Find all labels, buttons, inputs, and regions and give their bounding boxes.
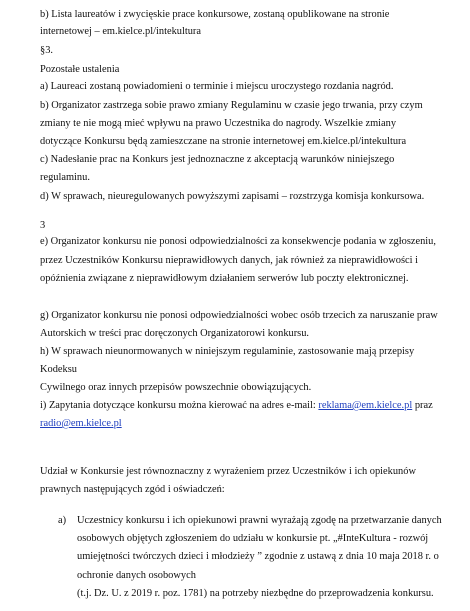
clause-e-line-1: e) Organizator konkursu nie ponosi odpowiedzialności za konsekwencje podania w zgłoszeniu, xyxy=(40,236,436,247)
email-link-reklama[interactable]: reklama@em.kielce.pl xyxy=(318,400,413,411)
clause-i-middle: praz xyxy=(412,400,433,411)
section-b-line-2: internetowej – em.kielce.pl/intekultura xyxy=(40,26,201,37)
clause-b-line-1: b) Organizator zastrzega sobie prawo zmiany Regulaminu w czasie jego trwania, przy czym xyxy=(40,100,423,111)
clause-g-line-2: Autorskich w treści prac doręczonych Organizatorowi konkursu. xyxy=(40,328,310,339)
clause-i-prefix: i) Zapytania dotyczące konkursu można kierować na adres e-mail: xyxy=(40,400,319,411)
section-b-line-1: b) Lista laureatów i zwycięskie prace konkursowe, zostaną opublikowane na stronie xyxy=(40,9,390,20)
section-title: Pozostałe ustalenia xyxy=(40,64,120,75)
consent-intro-line-2: prawnych następujących zgód i oświadczeń: xyxy=(40,484,225,495)
clause-d: d) W sprawach, nieuregulowanych powyższymi zapisami – rozstrzyga komisja konkursowa. xyxy=(40,191,425,202)
consent-item-marker: a) xyxy=(58,515,67,526)
consent-item-line-1: Uczestnicy konkursu i ich opiekunowi prawni wyrażają zgodę na przetwarzanie danych xyxy=(77,515,442,526)
clause-h-line-2: Kodeksu xyxy=(40,364,77,375)
clause-e-line-3: opóźnienia związane z nieprawidłowym działaniem serwerów lub poczty elektronicznej. xyxy=(40,273,409,284)
consent-item-line-4: ochronie danych osobowych xyxy=(77,570,196,581)
clause-a: a) Laureaci zostaną powiadomieni o terminie i miejscu uroczystego rozdania nagród. xyxy=(40,81,394,92)
clause-h-line-3: Cywilnego oraz innych przepisów powszechnie obowiązujących. xyxy=(40,382,312,393)
clause-g-line-1: g) Organizator konkursu nie ponosi odpowiedzialności wobec osób trzecich za naruszanie praw xyxy=(40,310,438,321)
consent-item-line-5: (t.j. Dz. U. z 2019 r. poz. 1781) na potrzeby niezbędne do przeprowadzenia konkursu. xyxy=(77,588,434,599)
consent-item-line-3: umiejętności twórczych dzieci i młodzieży ” zgodnie z ustawą z dnia 10 maja 2018 r. o xyxy=(77,551,439,562)
clause-b-line-2: zmiany te nie mogą mieć wpływu na prawo Uczestnika do nagrody. Wszelkie zmiany xyxy=(40,118,397,129)
section-heading: §3. xyxy=(40,45,53,56)
email-link-radio[interactable]: radio@em.kielce.pl xyxy=(40,418,122,429)
clause-i-line-1 xyxy=(40,399,433,412)
page-number: 3 xyxy=(40,220,46,231)
clause-e-line-2: przez Uczestników Konkursu nieprawidłowych danych, jak również za nieprawidłowości i xyxy=(40,255,418,266)
consent-intro-line-1: Udział w Konkursie jest równoznaczny z wyrażeniem przez Uczestników i ich opiekunów xyxy=(40,466,416,477)
clause-c-line-2: regulaminu. xyxy=(40,172,90,183)
clause-h-line-1: h) W sprawach nieunormowanych w niniejszym regulaminie, zastosowanie mają przepisy xyxy=(40,346,415,357)
consent-item-line-2: osobowych objętych zgłoszeniem do udziału w konkursie pt. „#InteKultura - rozwój xyxy=(77,533,429,544)
clause-b-line-3: dotyczące Konkursu będą zamieszczane na stronie internetowej em.kielce.pl/intekultura xyxy=(40,136,407,147)
clause-i-line-2 xyxy=(40,417,122,430)
clause-c-line-1: c) Nadesłanie prac na Konkurs jest jednoznaczne z akceptacją warunków niniejszego xyxy=(40,154,395,165)
